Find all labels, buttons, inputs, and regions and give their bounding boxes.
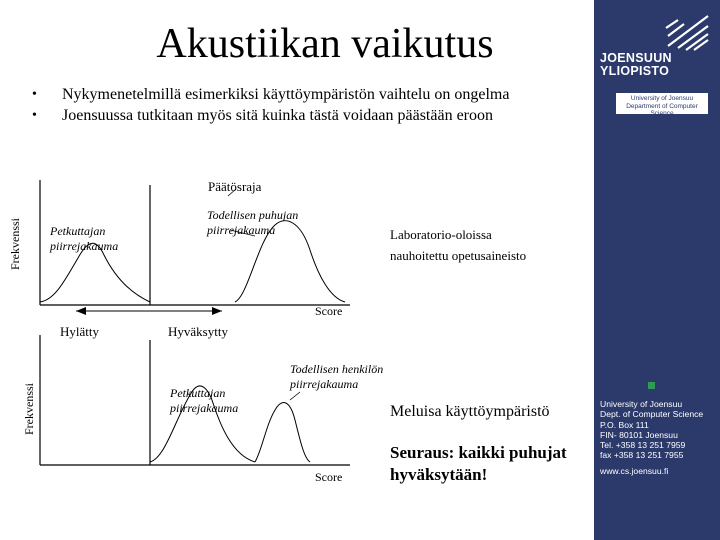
lower-genuine-label-line2: piirrejakauma — [290, 377, 359, 391]
upper-genuine-label-line1: Todellisen puhujan — [207, 208, 299, 222]
lower-impostor-label-line1: Petkuttajan — [170, 386, 226, 400]
department-box-line2: Department of Computer Science — [626, 102, 698, 117]
bullet-text: Joensuussa tutkitaan myös sitä kuinka tästä voidaan päästään eroon — [62, 106, 494, 124]
lower-y-axis-label: Frekvenssi — [22, 383, 36, 435]
decision-arrow-left-head — [76, 307, 86, 315]
contact-line: P.O. Box 111 — [600, 419, 649, 430]
contact-website[interactable]: www.cs.joensuu.fi — [600, 465, 669, 476]
contact-line: FIN- 80101 Joensuu — [600, 429, 678, 440]
accept-label: Hyväksytty — [168, 324, 228, 339]
contact-line: Tel. +358 13 251 7959 — [600, 440, 686, 451]
university-sidebar — [594, 0, 720, 540]
upper-impostor-label-line2: piirrejakauma — [50, 239, 119, 253]
lower-impostor-label-line2: piirrejakauma — [170, 401, 239, 415]
slide-title: Akustiikan vaikutus — [156, 21, 494, 67]
lower-genuine-pointer — [290, 392, 300, 400]
contact-line: Dept. of Computer Science — [600, 409, 704, 420]
threshold-label: Päätösraja — [208, 179, 262, 194]
university-name-line1: JOENSUUN — [600, 51, 672, 65]
noisy-environment-note: Meluisa käyttöympäristö — [390, 403, 550, 420]
department-box — [616, 93, 708, 117]
university-name — [600, 52, 672, 78]
upper-y-axis-label: Frekvenssi — [8, 218, 22, 270]
lower-genuine-curve — [255, 403, 310, 462]
university-name-line2: YLIOPISTO — [600, 64, 670, 78]
decision-arrow-right-head — [212, 307, 222, 315]
contact-info — [600, 399, 703, 476]
conclusion-line2: hyväksytään! — [390, 465, 488, 484]
reject-label: Hylätty — [60, 324, 99, 339]
lower-x-axis-label: Score — [315, 470, 343, 484]
lab-note-line1: Laboratorio-oloissa — [390, 227, 492, 242]
university-logo-icon — [664, 12, 712, 52]
accent-square — [648, 382, 655, 389]
bullet-text: Nykymenetelmillä esimerkiksi käyttöympäristön vaihtelu on ongelma — [62, 85, 510, 103]
bullet-dot: • — [32, 86, 37, 102]
upper-impostor-label-line1: Petkuttajan — [50, 224, 106, 238]
department-box-line1: University of Joensuu — [630, 95, 694, 102]
lower-genuine-label-line1: Todellisen henkilön — [290, 362, 384, 376]
upper-genuine-label-line2: piirrejakauma — [207, 223, 276, 237]
upper-x-axis-label: Score — [315, 304, 343, 318]
conclusion-line1: Seuraus: kaikki puhujat — [390, 443, 567, 462]
contact-line: University of Joensuu — [600, 399, 683, 409]
contact-line: fax +358 13 251 7955 — [600, 450, 684, 461]
lab-note-line2: nauhoitettu opetusaineisto — [390, 248, 527, 263]
bullet-dot: • — [32, 107, 37, 123]
